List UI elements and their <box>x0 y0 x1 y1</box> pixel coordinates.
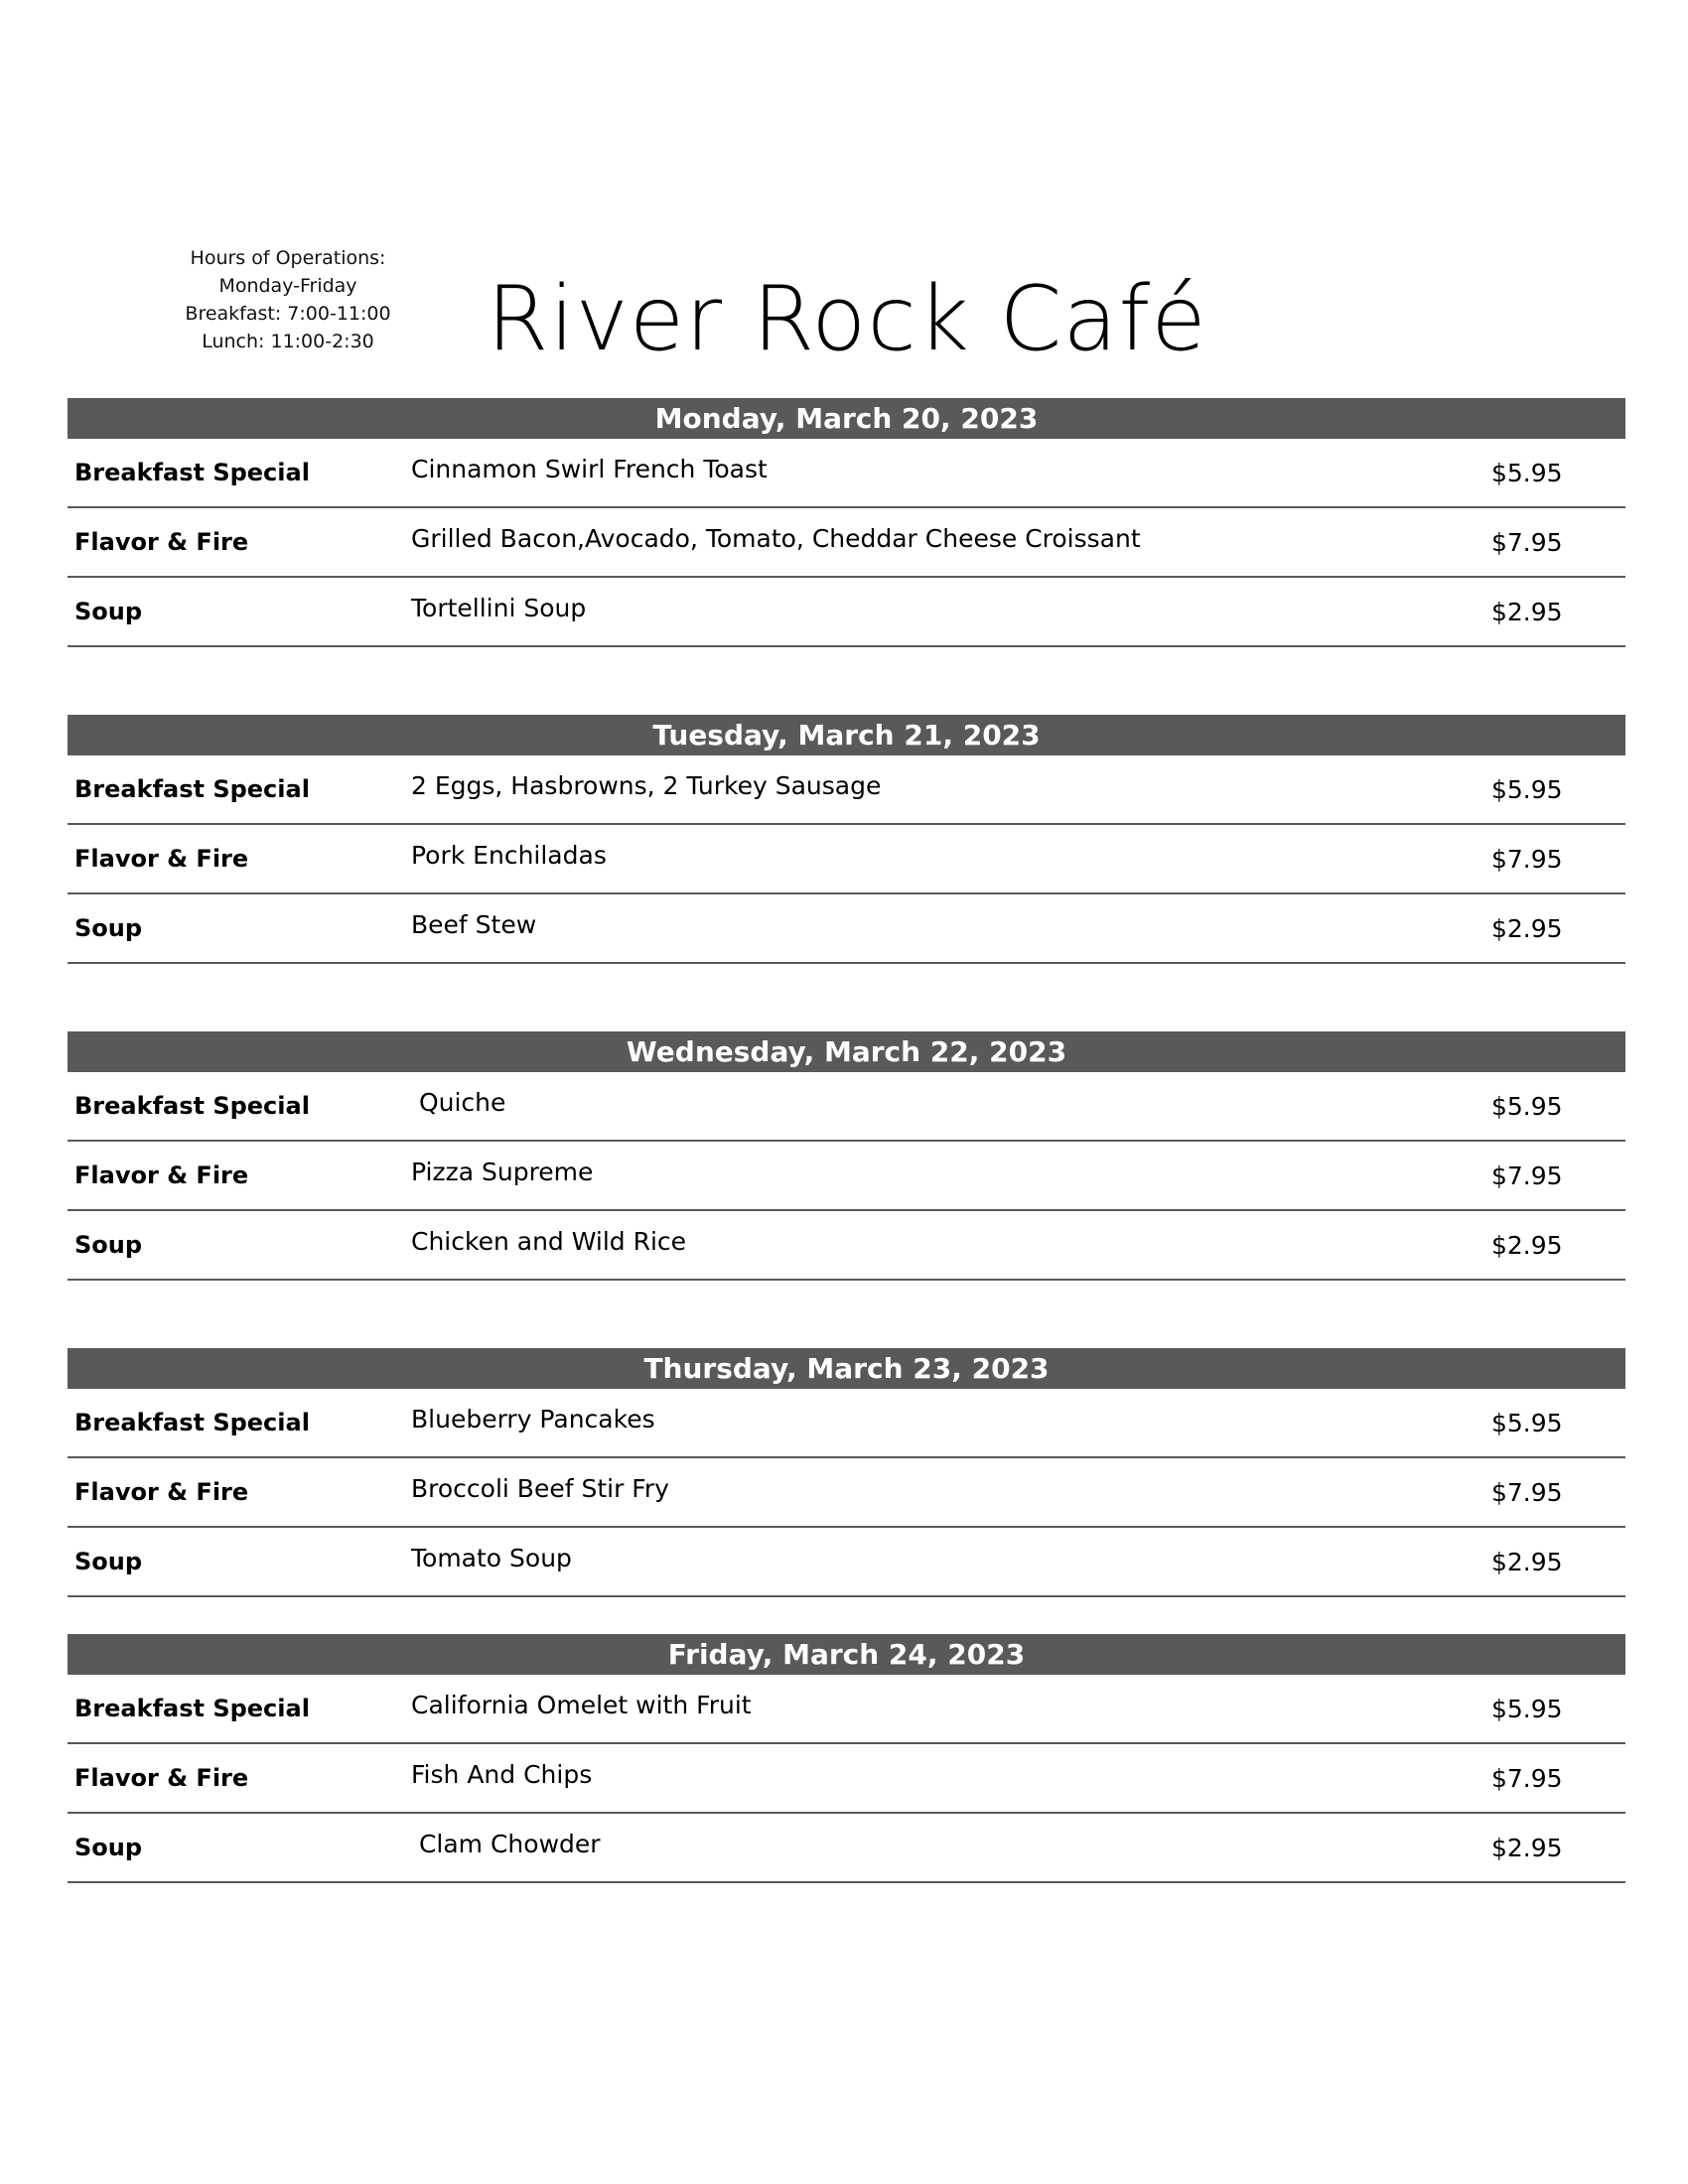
day-section-wednesday <box>68 1031 1625 1281</box>
menu-row <box>68 1675 1625 1744</box>
menu-item: Clam Chowder <box>411 1830 601 1858</box>
menu-item: Chicken and Wild Rice <box>411 1227 687 1256</box>
menu-price: $5.95 <box>1491 775 1563 804</box>
menu-row <box>68 1744 1625 1814</box>
hours-days: Monday-Friday <box>218 275 357 297</box>
menu-item: Pork Enchiladas <box>411 841 607 870</box>
day-section-tuesday <box>68 715 1625 964</box>
menu-price: $7.95 <box>1491 1478 1563 1507</box>
hours-heading: Hours of Operations: <box>190 247 386 269</box>
menu-category: Flavor & Fire <box>74 1161 249 1189</box>
menu-price: $5.95 <box>1491 1409 1563 1437</box>
menu-category: Soup <box>74 1834 143 1861</box>
menu-category: Flavor & Fire <box>74 1764 249 1792</box>
menu-category: Flavor & Fire <box>74 845 249 873</box>
menu-item: Cinnamon Swirl French Toast <box>411 455 768 483</box>
menu-row <box>68 1814 1625 1883</box>
menu-item: California Omelet with Fruit <box>411 1691 752 1719</box>
menu-category: Flavor & Fire <box>74 1478 249 1506</box>
menu-row <box>68 1458 1625 1528</box>
menu-category: Breakfast Special <box>74 1092 310 1120</box>
menu-row <box>68 755 1625 825</box>
menu-row <box>68 1142 1625 1211</box>
day-section-thursday <box>68 1348 1625 1597</box>
hours-of-operation <box>169 244 407 355</box>
menu-row <box>68 1528 1625 1597</box>
menu-row <box>68 825 1625 894</box>
menu-price: $2.95 <box>1491 1834 1563 1862</box>
day-header: Thursday, March 23, 2023 <box>68 1348 1625 1389</box>
day-section-monday <box>68 398 1625 647</box>
menu-item: Broccoli Beef Stir Fry <box>411 1474 669 1503</box>
menu-category: Breakfast Special <box>74 459 310 486</box>
menu-row <box>68 508 1625 578</box>
menu-price: $2.95 <box>1491 598 1563 626</box>
menu-price: $2.95 <box>1491 914 1563 943</box>
day-section-friday <box>68 1634 1625 1883</box>
menu-price: $2.95 <box>1491 1231 1563 1260</box>
menu-row <box>68 1389 1625 1458</box>
day-header: Friday, March 24, 2023 <box>68 1634 1625 1675</box>
menu-price: $7.95 <box>1491 1161 1563 1190</box>
menu-item: Blueberry Pancakes <box>411 1405 655 1433</box>
menu-category: Breakfast Special <box>74 775 310 803</box>
hours-lunch: Lunch: 11:00-2:30 <box>202 331 374 352</box>
menu-price: $2.95 <box>1491 1548 1563 1576</box>
menu-row <box>68 1211 1625 1281</box>
day-header: Monday, March 20, 2023 <box>68 398 1625 439</box>
menu-price: $7.95 <box>1491 528 1563 557</box>
menu-item: Tortellini Soup <box>411 594 587 622</box>
day-header: Tuesday, March 21, 2023 <box>68 715 1625 755</box>
menu-item: Beef Stew <box>411 910 537 939</box>
menu-category: Soup <box>74 914 143 942</box>
menu-category: Flavor & Fire <box>74 528 249 556</box>
menu-category: Breakfast Special <box>74 1695 310 1722</box>
menu-row <box>68 894 1625 964</box>
menu-item: Tomato Soup <box>411 1544 572 1572</box>
menu-category: Breakfast Special <box>74 1409 310 1436</box>
menu-category: Soup <box>74 598 143 625</box>
menu-row <box>68 578 1625 647</box>
menu-row <box>68 1072 1625 1142</box>
menu-price: $7.95 <box>1491 845 1563 874</box>
hours-breakfast: Breakfast: 7:00-11:00 <box>185 303 391 325</box>
menu-category: Soup <box>74 1231 143 1259</box>
menu-item: Pizza Supreme <box>411 1158 594 1186</box>
menu-item: 2 Eggs, Hasbrowns, 2 Turkey Sausage <box>411 771 882 800</box>
menu-row <box>68 439 1625 508</box>
menu-item: Grilled Bacon,Avocado, Tomato, Cheddar Cheese Croissant <box>411 524 1141 553</box>
menu-price: $5.95 <box>1491 1092 1563 1121</box>
page-title: River Rock Café <box>487 267 1207 371</box>
menu-price: $5.95 <box>1491 1695 1563 1723</box>
menu-price: $7.95 <box>1491 1764 1563 1793</box>
menu-category: Soup <box>74 1548 143 1575</box>
day-header: Wednesday, March 22, 2023 <box>68 1031 1625 1072</box>
menu-item: Quiche <box>411 1088 506 1117</box>
menu-price: $5.95 <box>1491 459 1563 487</box>
menu-item: Fish And Chips <box>411 1760 593 1789</box>
